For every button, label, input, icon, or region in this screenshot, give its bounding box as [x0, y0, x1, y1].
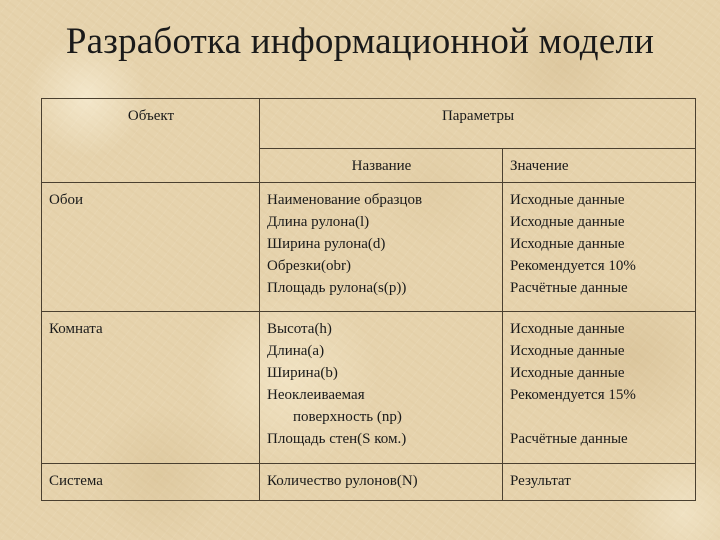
header-parameters: [260, 99, 696, 149]
header-name: [260, 149, 503, 183]
parameter-value: Исходные данные: [510, 365, 625, 381]
cell-object-system: [42, 464, 260, 501]
parameter-name: Высота(h): [267, 321, 332, 337]
cell-names-room: [260, 312, 503, 464]
parameter-name: Наименование образцов: [267, 192, 423, 208]
parameter-value: Исходные данные: [510, 343, 625, 359]
parameter-value: Исходные данные: [510, 214, 625, 230]
parameter-value: Исходные данные: [510, 236, 625, 252]
parameter-name: Обрезки(obr): [267, 258, 352, 274]
parameter-value: Рекомендуется 10%: [510, 258, 636, 274]
cell-names-wallpaper: [260, 183, 503, 312]
parameter-name: Количество рулонов(N): [267, 473, 418, 489]
cell-object-wallpaper: [42, 183, 260, 312]
parameter-name: Площадь стен(S ком.): [267, 431, 407, 447]
slide-title: Разработка информационной модели: [65, 21, 655, 62]
cell-object-room: [42, 312, 260, 464]
header-value: [503, 149, 696, 183]
parameter-value: Результат: [510, 473, 571, 489]
header-value-label: Значение: [510, 158, 569, 174]
object-label: Комната: [49, 321, 103, 337]
header-object-label: Объект: [127, 108, 175, 124]
parameter-value: Рекомендуется 15%: [510, 387, 636, 403]
parameter-name: Неоклеиваемая: [267, 387, 365, 403]
object-label: Обои: [49, 192, 83, 208]
parameter-name-continuation: поверхность (np): [293, 409, 402, 425]
parameter-name: Длина(a): [267, 343, 325, 359]
object-label: Система: [49, 473, 103, 489]
table-header-row: [42, 99, 696, 149]
cell-values-room: [503, 312, 696, 464]
parameter-value: Исходные данные: [510, 192, 625, 208]
parameter-name: Длина рулона(l): [267, 214, 370, 230]
header-object: [42, 99, 260, 183]
header-name-label: Название: [351, 158, 412, 174]
parameter-name: Площадь рулона(s(p)): [267, 280, 407, 296]
information-model-table: [41, 98, 696, 501]
parameter-name: Ширина рулона(d): [267, 236, 386, 252]
spacer-line: [510, 406, 689, 428]
header-parameters-label: Параметры: [441, 108, 515, 124]
parameter-value: Расчётные данные: [510, 431, 628, 447]
table-row-room: [42, 312, 696, 464]
parameter-name: Ширина(b): [267, 365, 338, 381]
parameter-value: Исходные данные: [510, 321, 625, 337]
cell-values-wallpaper: [503, 183, 696, 312]
parameter-value: Расчётные данные: [510, 280, 628, 296]
cell-values-system: [503, 464, 696, 501]
cell-names-system: [260, 464, 503, 501]
table-row-system: [42, 464, 696, 501]
table-row-wallpaper: [42, 183, 696, 312]
